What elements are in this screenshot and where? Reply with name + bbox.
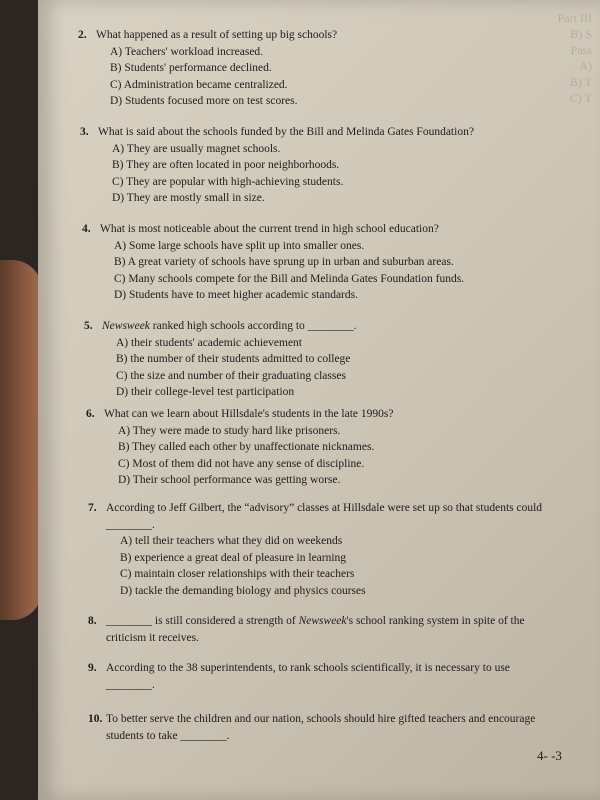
question-stem-end: 's school ranking system in spite of the [346,615,525,627]
question-stem: According to the 38 superintendents, to rank schools scientifically, it is necessary to use [106,662,510,674]
option-d: D) Students have to meet higher academic standards. [114,289,358,301]
question-stem: ________ is still considered a strength of [106,615,299,627]
option-a: A) They are usually magnet schools. [112,142,281,155]
question-stem: What can we learn about Hillsdale's students in the late 1990s? [104,408,394,420]
option-c: C) Most of them did not have any sense of discipline. [118,457,365,470]
option-c: C) They are popular with high-achieving students. [112,175,344,188]
option-b: B) A great variety of schools have sprung up in urban and suburban areas. [114,256,454,268]
question-stem: ranked high schools according to ________. [149,320,357,332]
question-5: 5. Newsweek ranked high schools according to ________. A) their students' academic achievement B) the number of their students admitted to college C) the size and number of their graduating classes D) their college-level test participation [84,318,357,401]
question-6: 6. What can we learn about Hillsdale's students in the late 1990s? A) They were made to study hard like prisoners. B) They called each other by unaffectionate nicknames. C) Most of them did not have any sense of discipline. D) Their school performance was getting worse. [86,406,394,489]
option-b: B) Students' performance declined. [110,62,272,74]
option-b: B) experience a great deal of pleasure in learning [120,551,347,564]
newsweek-italic: Newsweek [102,320,150,332]
option-a: A) They were made to study hard like prisoners. [118,424,341,437]
question-9: 9. According to the 38 superintendents, to rank schools scientifically, it is necessary to use ________. [88,660,510,693]
option-d: D) Their school performance was getting worse. [118,474,341,486]
question-4: 4. What is most noticeable about the current trend in high school education? A) Some large schools have split up into smaller ones. B) A great variety of schools have sprung up in urban and suburban areas. C) Many schools compete for the Bill and Melinda Gates Foundation funds. D) Students have to meet higher academic standards. [82,221,464,304]
question-stem: To better serve the children and our nation, schools should hire gifted teachers and encourage [106,713,536,725]
question-7: 7. According to Jeff Gilbert, the “advisory” classes at Hillsdale were set up so that students could ________. A) tell their teachers what they did on weekends B) experience a great deal of pleasure in learning C) maintain closer relationships with their teachers D) tackle the demanding biology and physics courses [88,500,542,599]
option-b: B) They called each other by unaffectionate nicknames. [118,441,375,453]
option-c: C) Many schools compete for the Bill and Melinda Gates Foundation funds. [114,272,465,285]
question-8: 8. ________ is still considered a strength of Newsweek's school ranking system in spite of the criticism it receives. [88,613,525,646]
option-b: B) They are often located in poor neighborhoods. [112,159,340,171]
question-stem: What is said about the schools funded by the Bill and Melinda Gates Foundation? [98,126,474,138]
newsweek-italic: Newsweek [298,615,347,627]
option-c: C) maintain closer relationships with their teachers [120,568,355,580]
question-stem-continued: ________. [106,518,155,531]
finger-holding-page [0,260,42,620]
option-a: A) Some large schools have split up into smaller ones. [114,239,365,252]
question-2: 2. What happened as a result of setting up big schools? A) Teachers' workload increased. B) Students' performance declined. C) Administration became centralized. D) Students focused more on test scores. [78,27,337,110]
question-10: 10. To better serve the children and our nation, schools should hire gifted teachers and encourage students to take ________. [88,711,535,744]
question-stem-continued: criticism it receives. [106,631,199,644]
question-stem-continued: ________. [106,678,155,691]
option-c: C) the size and number of their graduating classes [116,369,346,382]
question-3: 3. What is said about the schools funded by the Bill and Melinda Gates Foundation? A) They are usually magnet schools. B) They are often located in poor neighborhoods. C) They are popular with high-achieving students. D) They are mostly small in size. [80,124,474,207]
question-stem: What happened as a result of setting up big schools? [96,29,338,41]
option-c: C) Administration became centralized. [110,78,288,91]
option-a: A) Teachers' workload increased. [110,45,264,58]
option-a: A) their students' academic achievement [116,336,302,349]
question-stem: What is most noticeable about the current trend in high school education? [100,223,439,235]
page-number: 4- -3 [537,748,562,763]
question-stem: According to Jeff Gilbert, the “advisory” classes at Hillsdale were set up so that students could [106,502,543,514]
option-a: A) tell their teachers what they did on weekends [120,535,343,547]
option-b: B) the number of their students admitted to college [116,353,351,365]
option-d: D) Students focused more on test scores. [110,95,298,107]
option-d: D) tackle the demanding biology and physics courses [120,584,366,597]
bleed-through-text: Part III B) S Pass A) B) T C) T [557,11,592,105]
option-d: D) their college-level test participation [116,386,295,398]
question-stem-continued: students to take ________. [106,729,230,742]
option-d: D) They are mostly small in size. [112,192,265,204]
